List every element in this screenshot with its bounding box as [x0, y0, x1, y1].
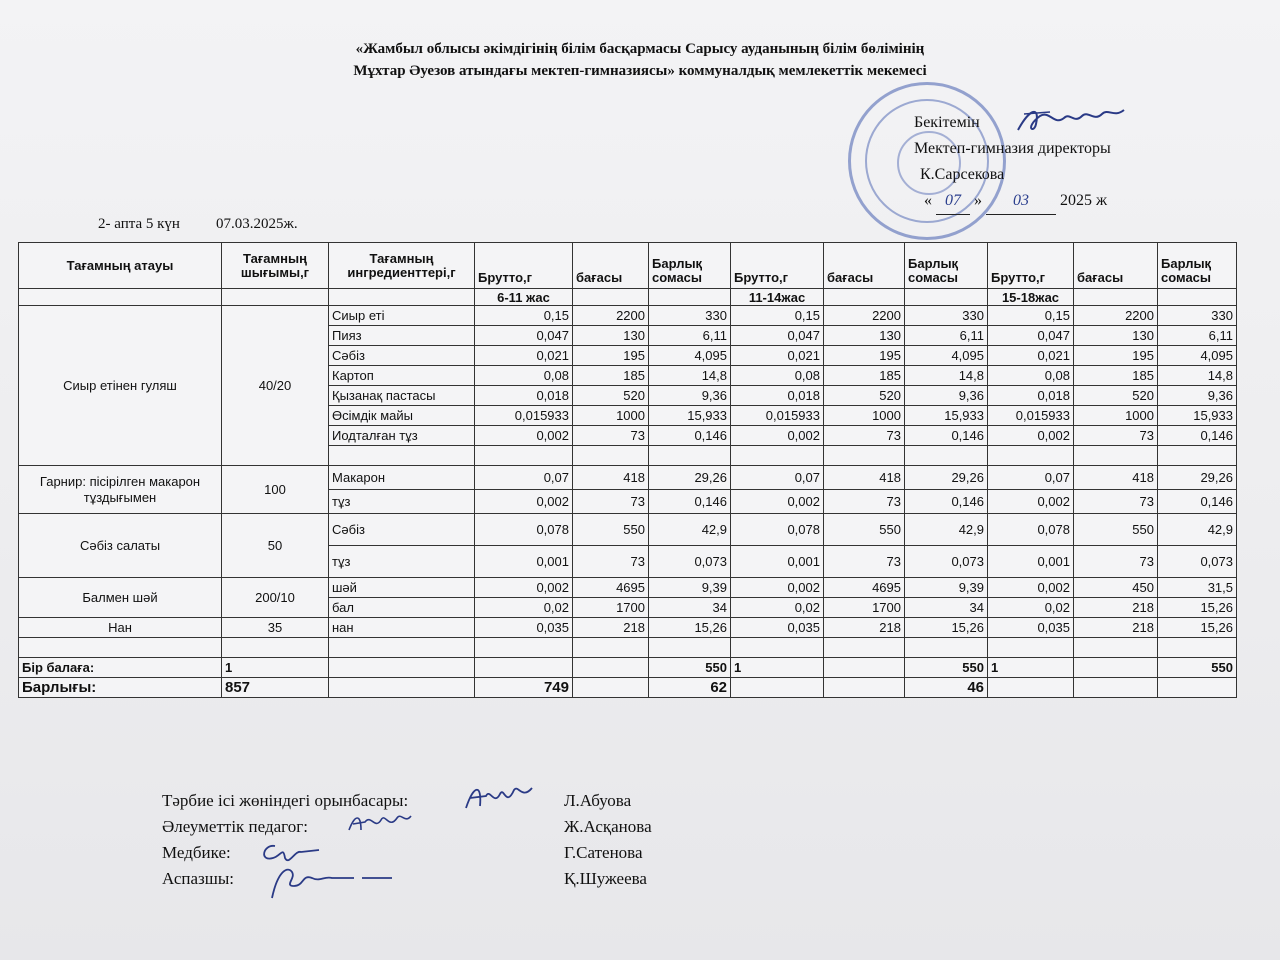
empty-cell — [988, 678, 1074, 698]
table-row — [19, 578, 1237, 598]
ingredient-name: Сәбіз — [329, 346, 475, 366]
value-cell: 0,002 — [988, 490, 1074, 514]
value-cell: 15,933 — [1158, 406, 1237, 426]
empty-cell — [1158, 638, 1237, 658]
empty-cell — [1158, 446, 1237, 466]
col-yield: Тағамның шығымы,г — [222, 243, 329, 289]
approve-label: Бекітемін — [914, 114, 980, 131]
dish-name: Сиыр етінен гуляш — [19, 306, 222, 466]
per-child-total-2: 550 — [905, 658, 988, 678]
empty-cell — [475, 446, 573, 466]
ingredient-name: бал — [329, 598, 475, 618]
staff-signatures — [162, 788, 722, 892]
value-cell: 1000 — [1074, 406, 1158, 426]
value-cell: 15,933 — [905, 406, 988, 426]
table-header-row — [19, 243, 1237, 289]
value-cell: 0,035 — [475, 618, 573, 638]
age-6-11: 6-11 жас — [475, 289, 573, 306]
value-cell: 0,002 — [475, 490, 573, 514]
dish-yield: 50 — [222, 514, 329, 578]
value-cell: 4,095 — [1158, 346, 1237, 366]
value-cell: 0,078 — [988, 514, 1074, 546]
value-cell: 185 — [824, 366, 905, 386]
value-cell: 0,002 — [731, 578, 824, 598]
dish-name: Гарнир: пісірілген макарон тұздығымен — [19, 466, 222, 514]
value-cell: 185 — [1074, 366, 1158, 386]
value-cell: 0,001 — [988, 546, 1074, 578]
value-cell: 0,073 — [649, 546, 731, 578]
value-cell: 0,035 — [988, 618, 1074, 638]
col-brutto-3: Брутто,г — [988, 243, 1074, 289]
value-cell: 0,002 — [988, 578, 1074, 598]
empty-cell — [475, 638, 573, 658]
value-cell: 195 — [1074, 346, 1158, 366]
value-cell: 550 — [1074, 514, 1158, 546]
empty-cell — [824, 446, 905, 466]
col-total-3: Барлық сомасы — [1158, 243, 1237, 289]
empty-cell — [824, 658, 905, 678]
value-cell: 9,36 — [649, 386, 731, 406]
value-cell: 520 — [824, 386, 905, 406]
value-cell: 0,02 — [731, 598, 824, 618]
per-child-yield: 1 — [222, 658, 329, 678]
value-cell: 0,07 — [731, 466, 824, 490]
col-total-2: Барлық сомасы — [905, 243, 988, 289]
table-row — [19, 618, 1237, 638]
value-cell: 330 — [905, 306, 988, 326]
value-cell: 0,047 — [731, 326, 824, 346]
value-cell: 9,36 — [905, 386, 988, 406]
empty-cell — [649, 638, 731, 658]
dish-name: Сәбіз салаты — [19, 514, 222, 578]
value-cell: 0,07 — [988, 466, 1074, 490]
value-cell: 0,08 — [475, 366, 573, 386]
empty-cell — [824, 638, 905, 658]
value-cell: 0,018 — [988, 386, 1074, 406]
menu-date: 07.03.2025ж. — [215, 216, 298, 232]
value-cell: 0,146 — [649, 426, 731, 446]
age-group-row — [19, 289, 1237, 306]
value-cell: 34 — [649, 598, 731, 618]
value-cell: 0,078 — [731, 514, 824, 546]
empty-cell — [824, 678, 905, 698]
value-cell: 6,11 — [649, 326, 731, 346]
date-month: 03 — [986, 188, 1056, 215]
dish-yield: 100 — [222, 466, 329, 514]
staff-row — [162, 788, 722, 814]
value-cell: 195 — [824, 346, 905, 366]
dish-name: Нан — [19, 618, 222, 638]
value-cell: 42,9 — [1158, 514, 1237, 546]
value-cell: 6,11 — [1158, 326, 1237, 346]
value-cell: 0,146 — [649, 490, 731, 514]
per-child-brutto-3: 1 — [988, 658, 1074, 678]
staff-row — [162, 814, 722, 840]
table-row — [19, 466, 1237, 490]
value-cell: 14,8 — [649, 366, 731, 386]
value-cell: 15,26 — [1158, 618, 1237, 638]
ingredient-name: Картоп — [329, 366, 475, 386]
empty-cell — [731, 678, 824, 698]
col-price-1: бағасы — [573, 243, 649, 289]
empty-cell — [905, 446, 988, 466]
dish-yield: 35 — [222, 618, 329, 638]
value-cell: 4,095 — [905, 346, 988, 366]
empty-cell — [905, 638, 988, 658]
value-cell: 0,002 — [731, 426, 824, 446]
value-cell: 0,001 — [731, 546, 824, 578]
value-cell: 34 — [905, 598, 988, 618]
ingredient-name: Сиыр еті — [329, 306, 475, 326]
value-cell: 0,035 — [731, 618, 824, 638]
value-cell: 1000 — [573, 406, 649, 426]
empty-cell — [1074, 638, 1158, 658]
value-cell: 130 — [824, 326, 905, 346]
staff-role: Әлеуметтік педагог: — [162, 817, 308, 836]
value-cell: 73 — [824, 546, 905, 578]
value-cell: 0,002 — [475, 578, 573, 598]
table-row — [19, 514, 1237, 546]
empty-cell — [573, 658, 649, 678]
value-cell: 73 — [1074, 546, 1158, 578]
ingredient-name: Өсімдік майы — [329, 406, 475, 426]
empty-cell — [988, 446, 1074, 466]
deputy-signature — [460, 780, 540, 814]
week-info — [98, 216, 298, 233]
col-brutto-2: Брутто,г — [731, 243, 824, 289]
ingredient-name: тұз — [329, 546, 475, 578]
value-cell: 4695 — [824, 578, 905, 598]
value-cell: 130 — [573, 326, 649, 346]
value-cell: 0,146 — [1158, 490, 1237, 514]
col-price-3: бағасы — [1074, 243, 1158, 289]
approval-date — [924, 188, 1164, 215]
empty-cell — [988, 638, 1074, 658]
value-cell: 0,018 — [731, 386, 824, 406]
value-cell: 14,8 — [1158, 366, 1237, 386]
value-cell: 0,001 — [475, 546, 573, 578]
dish-name: Балмен шәй — [19, 578, 222, 618]
value-cell: 4695 — [573, 578, 649, 598]
value-cell: 2200 — [573, 306, 649, 326]
menu-table — [18, 242, 1237, 698]
empty-cell — [649, 446, 731, 466]
empty-cell — [329, 658, 475, 678]
staff-role: Аспазшы: — [162, 869, 234, 888]
value-cell: 73 — [824, 490, 905, 514]
value-cell: 14,8 — [905, 366, 988, 386]
value-cell: 0,146 — [905, 426, 988, 446]
empty-cell — [19, 638, 222, 658]
ingredient-name: шәй — [329, 578, 475, 598]
ingredient-name: Иодталған тұз — [329, 426, 475, 446]
staff-name: Ж.Асқанова — [564, 817, 652, 836]
value-cell: 73 — [573, 546, 649, 578]
value-cell: 1700 — [573, 598, 649, 618]
value-cell: 0,047 — [475, 326, 573, 346]
ingredient-name: Пияз — [329, 326, 475, 346]
blank-row — [19, 638, 1237, 658]
value-cell: 218 — [824, 618, 905, 638]
value-cell: 29,26 — [1158, 466, 1237, 490]
value-cell: 0,15 — [731, 306, 824, 326]
grand-total-row — [19, 678, 1237, 698]
value-cell: 185 — [573, 366, 649, 386]
value-cell: 0,002 — [731, 490, 824, 514]
value-cell: 73 — [824, 426, 905, 446]
col-dish-name: Тағамның атауы — [19, 243, 222, 289]
value-cell: 73 — [1074, 426, 1158, 446]
per-child-total-1: 550 — [649, 658, 731, 678]
table-row — [19, 306, 1237, 326]
total-value-1: 749 — [475, 678, 573, 698]
value-cell: 0,073 — [1158, 546, 1237, 578]
value-cell: 0,015933 — [475, 406, 573, 426]
value-cell: 2200 — [1074, 306, 1158, 326]
empty-cell — [731, 638, 824, 658]
empty-cell — [1158, 678, 1237, 698]
value-cell: 330 — [1158, 306, 1237, 326]
value-cell: 15,26 — [905, 618, 988, 638]
staff-name: Л.Абуова — [564, 791, 632, 810]
value-cell: 0,07 — [475, 466, 573, 490]
empty-cell — [573, 638, 649, 658]
approval-block — [914, 110, 1111, 209]
value-cell: 0,073 — [905, 546, 988, 578]
date-open-quote: « — [924, 192, 932, 209]
value-cell: 9,36 — [1158, 386, 1237, 406]
per-child-brutto-2: 1 — [731, 658, 824, 678]
value-cell: 0,021 — [475, 346, 573, 366]
empty-cell — [573, 678, 649, 698]
value-cell: 0,078 — [475, 514, 573, 546]
value-cell: 0,021 — [731, 346, 824, 366]
dish-yield: 40/20 — [222, 306, 329, 466]
value-cell: 520 — [1074, 386, 1158, 406]
value-cell: 9,39 — [649, 578, 731, 598]
age-15-18: 15-18жас — [988, 289, 1074, 306]
value-cell: 130 — [1074, 326, 1158, 346]
header-line-2: Мұхтар Әуезов атындағы мектеп-гимназиясы» коммуналдық мемлекеттік мекемесі — [353, 63, 927, 79]
value-cell: 330 — [649, 306, 731, 326]
value-cell: 0,15 — [475, 306, 573, 326]
age-11-14: 11-14жас — [731, 289, 824, 306]
staff-role: Тәрбие ісі жөніндегі орынбасары: — [162, 791, 409, 810]
value-cell: 6,11 — [905, 326, 988, 346]
value-cell: 550 — [824, 514, 905, 546]
value-cell: 418 — [1074, 466, 1158, 490]
value-cell: 218 — [573, 618, 649, 638]
value-cell: 73 — [573, 490, 649, 514]
ingredient-name: Қызанақ пастасы — [329, 386, 475, 406]
value-cell: 15,26 — [649, 618, 731, 638]
value-cell: 0,02 — [988, 598, 1074, 618]
empty-cell — [475, 658, 573, 678]
value-cell: 42,9 — [649, 514, 731, 546]
value-cell: 0,146 — [1158, 426, 1237, 446]
value-cell: 218 — [1074, 618, 1158, 638]
value-cell: 15,933 — [649, 406, 731, 426]
value-cell: 0,021 — [988, 346, 1074, 366]
value-cell: 418 — [573, 466, 649, 490]
total-label: Барлығы: — [19, 678, 222, 698]
ingredient-name: Макарон — [329, 466, 475, 490]
value-cell: 42,9 — [905, 514, 988, 546]
value-cell: 29,26 — [649, 466, 731, 490]
per-child-total-3: 550 — [1158, 658, 1237, 678]
value-cell: 0,015933 — [731, 406, 824, 426]
value-cell: 0,047 — [988, 326, 1074, 346]
social-pedagogue-signature — [345, 808, 415, 838]
empty-cell — [329, 678, 475, 698]
value-cell: 0,08 — [731, 366, 824, 386]
total-value-2: 62 — [649, 678, 731, 698]
value-cell: 0,08 — [988, 366, 1074, 386]
value-cell: 4,095 — [649, 346, 731, 366]
value-cell: 218 — [1074, 598, 1158, 618]
empty-cell — [1074, 678, 1158, 698]
value-cell: 73 — [573, 426, 649, 446]
empty-cell — [1074, 446, 1158, 466]
per-child-label: Бір балаға: — [19, 658, 222, 678]
ingredient-name: нан — [329, 618, 475, 638]
date-close-quote: » — [974, 192, 982, 209]
empty-cell — [573, 446, 649, 466]
empty-cell — [1074, 658, 1158, 678]
staff-name: Г.Сатенова — [564, 843, 643, 862]
value-cell: 0,018 — [475, 386, 573, 406]
total-yield: 857 — [222, 678, 329, 698]
col-price-2: бағасы — [824, 243, 905, 289]
col-ingredients: Тағамның ингредиенттері,г — [329, 243, 475, 289]
document-header — [0, 38, 1280, 82]
value-cell: 0,02 — [475, 598, 573, 618]
dish-yield: 200/10 — [222, 578, 329, 618]
staff-role: Медбике: — [162, 843, 231, 862]
ingredient-name: тұз — [329, 490, 475, 514]
total-value-3: 46 — [905, 678, 988, 698]
value-cell: 31,5 — [1158, 578, 1237, 598]
value-cell: 520 — [573, 386, 649, 406]
value-cell: 1000 — [824, 406, 905, 426]
empty-cell — [329, 638, 475, 658]
staff-name: Қ.Шужеева — [564, 869, 647, 888]
date-day: 07 — [936, 188, 970, 215]
date-year: 2025 ж — [1060, 192, 1108, 209]
week-label: 2- апта 5 күн — [98, 216, 180, 232]
value-cell: 450 — [1074, 578, 1158, 598]
value-cell: 0,002 — [475, 426, 573, 446]
empty-cell — [329, 446, 475, 466]
value-cell: 0,015933 — [988, 406, 1074, 426]
col-total-1: Барлық сомасы — [649, 243, 731, 289]
value-cell: 2200 — [824, 306, 905, 326]
value-cell: 0,15 — [988, 306, 1074, 326]
director-position: Мектеп-гимназия директоры — [914, 140, 1111, 157]
value-cell: 9,39 — [905, 578, 988, 598]
cook-signature — [262, 860, 402, 904]
value-cell: 195 — [573, 346, 649, 366]
empty-cell — [731, 446, 824, 466]
value-cell: 0,146 — [905, 490, 988, 514]
ingredient-name: Сәбіз — [329, 514, 475, 546]
col-brutto-1: Брутто,г — [475, 243, 573, 289]
value-cell: 0,002 — [988, 426, 1074, 446]
value-cell: 29,26 — [905, 466, 988, 490]
value-cell: 73 — [1074, 490, 1158, 514]
header-line-1: «Жамбыл облысы әкімдігінің білім басқармасы Сарысу ауданының білім бөлімінің — [355, 41, 925, 57]
per-child-row — [19, 658, 1237, 678]
value-cell: 1700 — [824, 598, 905, 618]
value-cell: 15,26 — [1158, 598, 1237, 618]
director-name: К.Сарсекова — [920, 166, 1005, 183]
value-cell: 418 — [824, 466, 905, 490]
value-cell: 550 — [573, 514, 649, 546]
staff-row — [162, 866, 722, 892]
empty-cell — [222, 638, 329, 658]
staff-row — [162, 840, 722, 866]
